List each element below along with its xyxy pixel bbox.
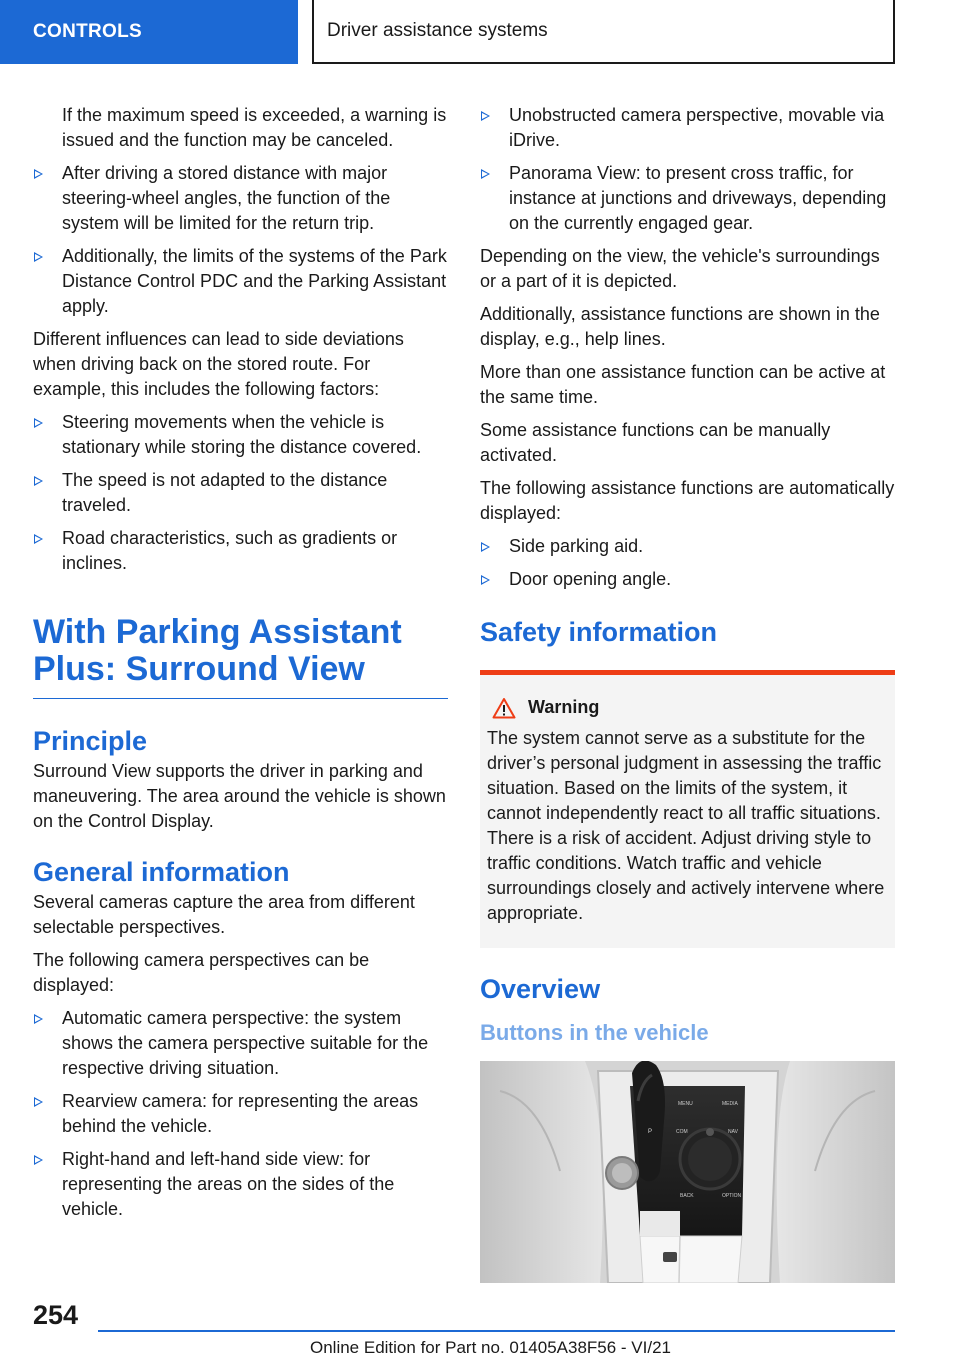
warning-title: Warning — [487, 695, 889, 720]
list-item: Additionally, the limits of the systems of the Park Distance Control PDC and the Parking Assistant apply. — [33, 244, 448, 319]
warning-text: The system cannot serve as a substitute for the driver’s personal judgment in assessing the traffic situation. Based on the limits of the system, it cannot independently react to all traffic situations. There is a risk of accident. Adjust driving style to traffic conditions. Watch traffic and vehicle surroundings closely and actively intervene where appropriate. — [487, 728, 885, 923]
bullet-triangle-icon — [34, 476, 43, 486]
bullet-triangle-icon — [34, 169, 43, 179]
safety-heading: Safety information — [480, 617, 718, 647]
list-item: Right-hand and left-hand side view: for representing the areas on the sides of the vehicle. — [33, 1147, 448, 1222]
bullet-triangle-icon — [481, 542, 490, 552]
list-item: Steering movements when the vehicle is stationary while storing the distance covered. — [33, 410, 448, 460]
edition-text: Online Edition for Part no. 01405A38F56 - VI/21 — [310, 1338, 672, 1357]
chapter-heading: With Parking Assistant Plus: Surround View — [33, 614, 448, 699]
list-item: Unobstructed camera perspective, movable via iDrive. — [480, 103, 895, 153]
right-column — [480, 103, 895, 1283]
bullet-triangle-icon — [34, 1014, 43, 1024]
buttons-heading: Buttons in the vehicle — [480, 1020, 709, 1045]
warning-triangle-icon — [492, 697, 516, 719]
auto-functions-list — [480, 534, 895, 592]
gear-label: P — [648, 1129, 653, 1135]
bullet-triangle-icon — [34, 252, 43, 262]
list-item: The speed is not adapted to the distance traveled. — [33, 468, 448, 518]
limits-list — [33, 161, 448, 319]
bullet-triangle-icon — [481, 575, 490, 585]
section-tab: CONTROLS — [0, 0, 298, 64]
view-paragraph: Depending on the view, the vehicle's surroundings or a part of it is depicted. — [480, 246, 880, 291]
page-number: 254 — [33, 1300, 79, 1330]
bullet-triangle-icon — [34, 1097, 43, 1107]
general-text-1: Several cameras capture the area from different selectable perspectives. — [33, 892, 415, 937]
bullet-triangle-icon — [34, 1155, 43, 1165]
center-console-illustration — [480, 1061, 895, 1283]
list-item: Panorama View: to present cross traffic, for instance at junctions and driveways, depending on the currently engaged gear. — [480, 161, 895, 236]
manual-paragraph: Some assistance functions can be manually activated. — [480, 420, 831, 465]
menu-label: MENU — [678, 1101, 693, 1107]
back-label: BACK — [680, 1193, 694, 1199]
list-item: Door opening angle. — [480, 567, 895, 592]
list-item: Side parking aid. — [480, 534, 895, 559]
auto-paragraph: The following assistance functions are automatically displayed: — [480, 478, 895, 523]
warning-box — [480, 670, 895, 948]
perspectives-list — [33, 1006, 448, 1222]
list-item: Automatic camera perspective: the system shows the camera perspective suitable for the respective driving situation. — [33, 1006, 448, 1081]
com-label: COM — [676, 1129, 688, 1135]
chapter-title: Driver assistance systems — [312, 0, 895, 64]
general-info-heading: General information — [33, 857, 290, 887]
assist-paragraph: Additionally, assistance functions are shown in the display, e.g., help lines. — [480, 304, 880, 349]
bullet-triangle-icon — [34, 534, 43, 544]
center-console-photo — [480, 1061, 895, 1283]
list-item: Road characteristics, such as gradients or inclines. — [33, 526, 448, 576]
footer-rule — [98, 1330, 895, 1332]
bullet-triangle-icon — [34, 418, 43, 428]
principle-heading: Principle — [33, 726, 148, 756]
multi-paragraph: More than one assistance function can be active at the same time. — [480, 362, 886, 407]
bullet-triangle-icon — [481, 169, 490, 179]
option-label: OPTION — [722, 1193, 742, 1199]
left-column — [33, 103, 448, 1230]
principle-text: Surround View supports the driver in parking and maneuvering. The area around the vehicle is shown on the Control Display. — [33, 761, 446, 831]
factors-list — [33, 410, 448, 576]
general-text-2: The following camera perspectives can be displayed: — [33, 950, 370, 995]
continued-text: If the maximum speed is exceeded, a warning is issued and the function may be canceled. — [62, 105, 447, 150]
bullet-triangle-icon — [481, 111, 490, 121]
list-item: After driving a stored distance with major steering-wheel angles, the function of the system will be limited for the return trip. — [33, 161, 448, 236]
list-item: Rearview camera: for representing the areas behind the vehicle. — [33, 1089, 448, 1139]
media-label: MEDIA — [722, 1101, 738, 1107]
overview-heading: Overview — [480, 974, 601, 1004]
perspectives-list-continued — [480, 103, 895, 236]
nav-label: NAV — [728, 1129, 738, 1135]
deviation-paragraph: Different influences can lead to side deviations when driving back on the stored route. For example, this includes the following factors: — [33, 329, 404, 399]
